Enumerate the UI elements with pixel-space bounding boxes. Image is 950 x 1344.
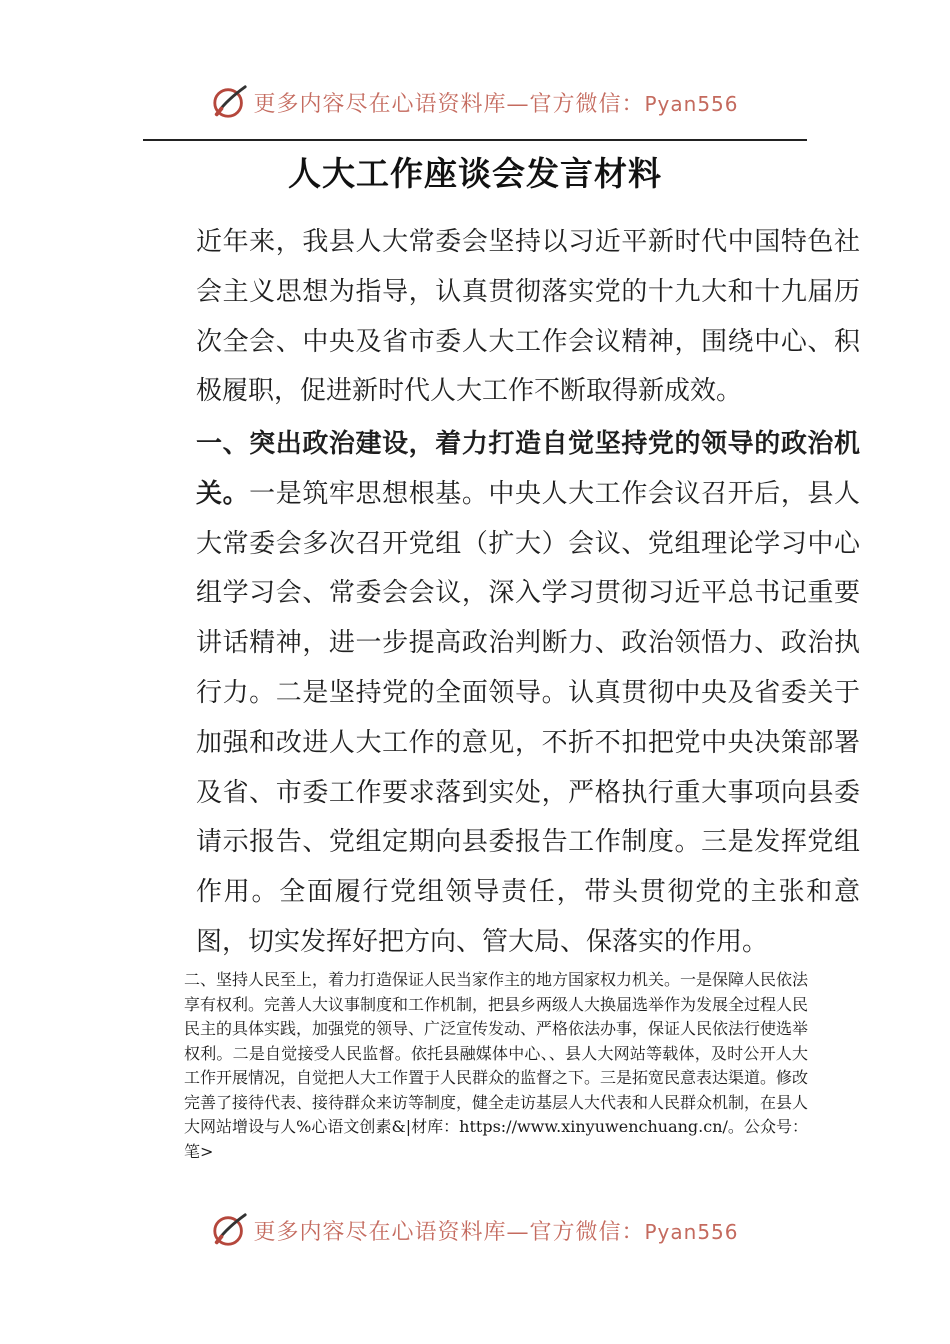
brush-logo-icon: [211, 1211, 249, 1249]
wechat-id: Pyan556: [644, 91, 739, 116]
banner-text: 更多内容尽在心语资料库—官方微信：Pyan556: [253, 91, 739, 117]
document-title: 人大工作座谈会发言材料: [288, 154, 662, 193]
footer-banner: [0, 1205, 950, 1255]
section-2-paragraph: [144, 968, 808, 1164]
section-2-text: 二、坚持人民至上，着力打造保证人民当家作主的地方国家权力机关。一是保障人民依法享有权利。完善人大议事制度和工作机制，把县乡两级人大换届选举作为发展全过程人民民主的具体实践，加强党的领导、广泛宣传发动、严格依法办事，保证人民依法行使选举权利。二是自觉接受人民监督。依托县融媒体中心、、县人大网站等载体，及时公开人大工作开展情况，自觉把人大工作置于人民群众的监督之下。三是拓宽民意表达渠道。修改完善了接待代表、接待群众来访等制度，健全走访基层人大代表和人民群众机制，在县人大网站增设与人%心语文创素&|材库：https://www.xinyuwenchuang.cn/。公众号：笔>: [184, 970, 809, 1161]
header-banner: [0, 77, 950, 127]
footer-wechat-id: Pyan556: [644, 1219, 739, 1244]
brush-logo-icon: [211, 83, 249, 121]
footer-banner-text: 更多内容尽在心语资料库—官方微信：Pyan556: [253, 1219, 739, 1245]
section-1-paragraph: [144, 420, 860, 968]
section-1-body: 一是筑牢思想根基。中央人大工作会议召开后，县人大常委会多次召开党组（扩大）会议、党组理论学习中心组学习会、常委会会议，深入学习贯彻习近平总书记重要讲话精神，进一步提高政治判断力、政治领悟力、政治执行力。二是坚持党的全面领导。认真贯彻中央及省委关于加强和改进人大工作的意见，不折不扣把党中央决策部署及省、市委工作要求落到实处，严格执行重大事项向县委请示报告、党组定期向县委报告工作制度。三是发挥党组作用。全面履行党组领导责任，带头贯彻党的主张和意图，切实发挥好把方向、管大局、保落实的作用。: [196, 478, 860, 957]
header-divider: [143, 139, 807, 141]
section-1-heading: 一、突出政治建设，着力打造自觉坚持党的领导的政治机关。: [196, 429, 860, 509]
intro-paragraph: 近年来，我县人大常委会坚持以习近平新时代中国特色社会主义思想为指导，认真贯彻落实党的十九大和十九届历次全会、中央及省市委人大工作会议精神，围绕中心、积极履职，促进新时代人大工作不断取得新成效。: [196, 227, 860, 407]
